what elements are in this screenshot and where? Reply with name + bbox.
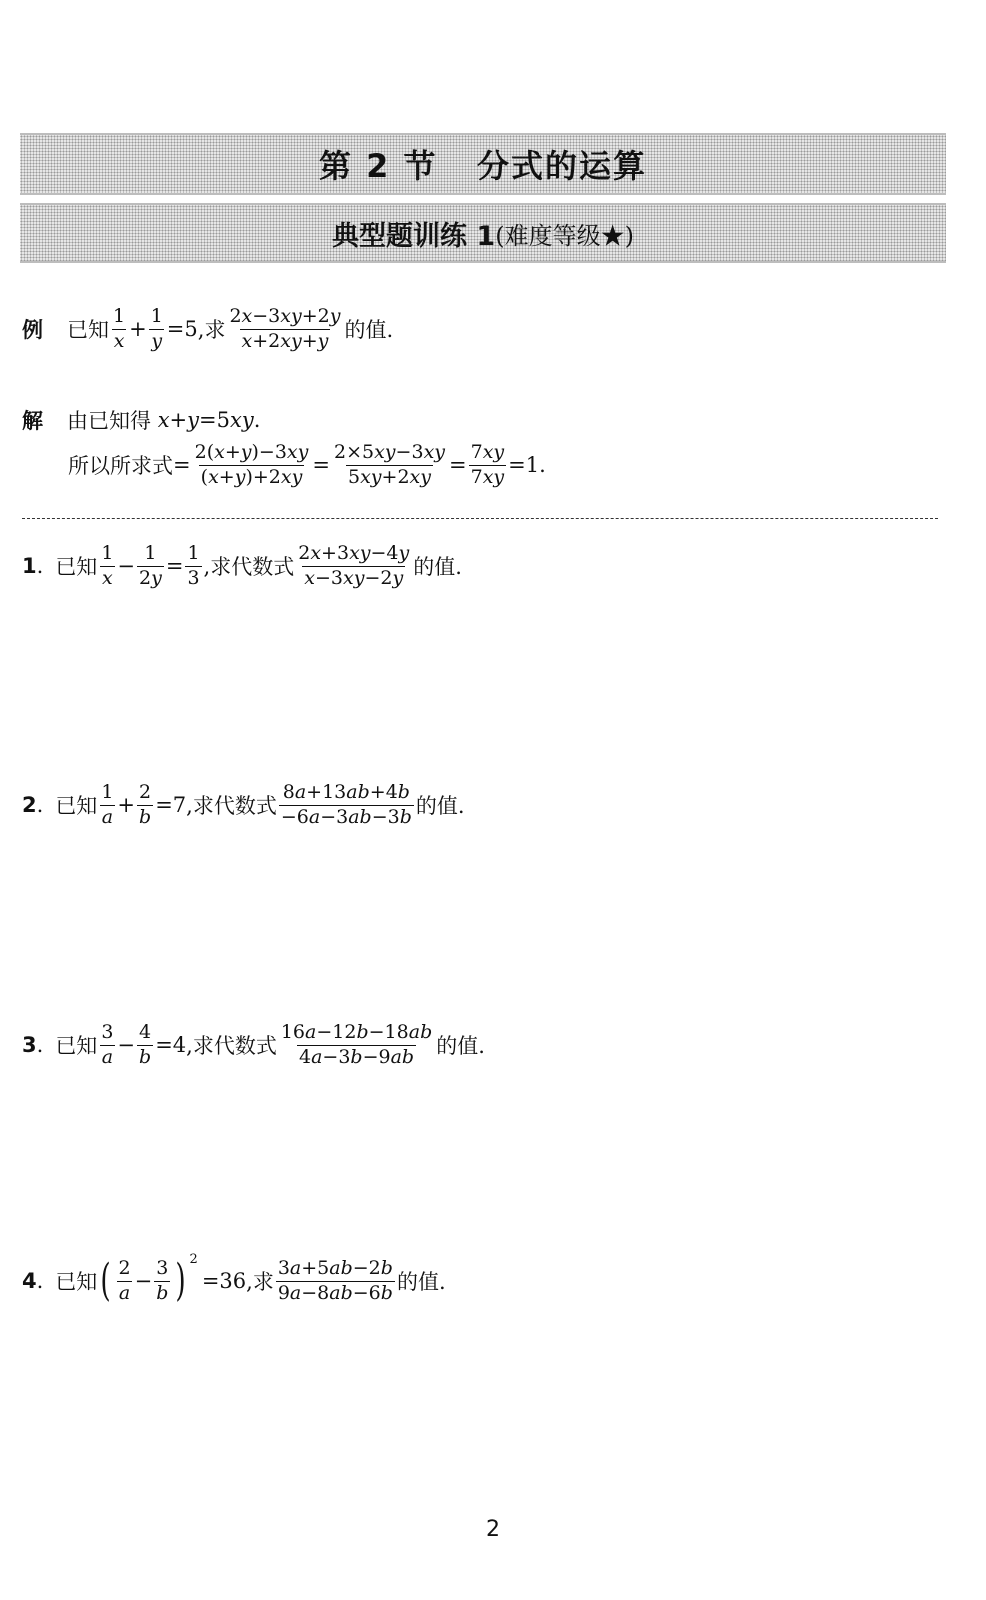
exercise-4: 4 . 已知 ( $\frac{2}{a}$ − $\frac{3}{b}$ ) 2 =36 ,求 $\frac{3a+5ab-2b}{9a-8ab-6b}$ 的值. <box>22 1252 446 1307</box>
solution-line-1: 解 由已知得 x+y=5xy. <box>22 405 260 435</box>
example-text-mid: ,求 <box>197 318 226 343</box>
fraction: $\frac{1}{3}$ <box>187 542 200 589</box>
exercise-text-end: 的值. <box>436 1034 485 1059</box>
exercise-2: 2 . 已知 $\frac{1}{a}$ + $\frac{2}{b}$ =7 ,求代数式 $\frac{8a+13ab+4b}{-6a-3ab-3b}$ 的值. <box>22 781 465 828</box>
fraction: $\frac{2}{a}$ <box>118 1257 131 1304</box>
dashed-divider <box>22 518 938 519</box>
fraction: $\frac{2x+3xy-4y}{x-3xy-2y}$ <box>298 542 410 589</box>
example-problem: 例 已知 $\frac{1}{x}$ + $\frac{1}{y}$ =5 ,求 $\frac{2x-3xy+2y}{x+2xy+y}$ 的值. <box>22 305 394 352</box>
exercise-given: 已知 <box>55 1270 98 1295</box>
exercise-text-mid: ,求代数式 <box>186 794 277 819</box>
exercise-given: 已知 <box>55 794 98 819</box>
fraction: $\frac{4}{b}$ <box>139 1021 152 1068</box>
exercise-text-end: 的值. <box>413 555 462 580</box>
page-number: 2 <box>486 1517 500 1542</box>
difficulty-note: (难度等级★) <box>495 221 634 250</box>
fraction: $\frac{1}{x}$ <box>101 542 114 589</box>
exercise-text-mid: ,求代数式 <box>186 1034 277 1059</box>
fraction: $\frac{16a-12b-18ab}{4a-3b-9ab}$ <box>280 1021 433 1068</box>
section-title: 第 2 节 分式的运算 <box>319 147 647 185</box>
exercise-number: 2 <box>22 793 37 818</box>
solution-label: 解 <box>22 409 43 433</box>
fraction: $\frac{7xy}{7xy}$ <box>470 441 505 488</box>
example-text-end: 的值. <box>344 318 394 343</box>
exercise-given: 已知 <box>55 1034 98 1059</box>
fraction: $\frac{2(x+y)-3xy}{(x+y)+2xy}$ <box>194 441 309 488</box>
exercise-text-mid: ,求 <box>246 1270 274 1295</box>
fraction: $\frac{3}{b}$ <box>156 1257 169 1304</box>
solution-prefix: 所以所求式 <box>68 454 173 479</box>
exercise-text-mid: ,求代数式 <box>203 555 295 580</box>
solution-line-2: 所以所求式 = $\frac{2(x+y)-3xy}{(x+y)+2xy}$ = $\frac{2\times 5xy-3xy}{5xy+2xy}$ = $\frac{7xy}{7xy}$ =1. <box>68 441 546 488</box>
fraction: $\frac{1}{a}$ <box>101 781 114 828</box>
solution-text: 由已知得 <box>67 409 151 433</box>
example-label: 例 <box>22 318 43 343</box>
fraction: $\frac{1}{2y}$ <box>139 542 162 589</box>
fraction: $\frac{1}{x}$ <box>113 305 126 352</box>
example-given: 已知 <box>67 318 109 343</box>
exercise-number: 1 <box>22 554 37 579</box>
fraction: $\frac{2\times 5xy-3xy}{5xy+2xy}$ <box>333 441 446 488</box>
fraction: $\frac{1}{y}$ <box>150 305 163 352</box>
exercise-number: 4 <box>22 1269 37 1294</box>
exercise-text-end: 的值. <box>396 1270 446 1295</box>
exercise-1: 1 . 已知 $\frac{1}{x}$ − $\frac{1}{2y}$ = $\frac{1}{3}$ ,求代数式 $\frac{2x+3xy-4y}{x-3xy-2y}$ 的值. <box>22 542 462 589</box>
exercise-text-end: 的值. <box>415 794 465 819</box>
fraction: $\frac{2}{b}$ <box>139 781 152 828</box>
exercise-3: 3 . 已知 $\frac{3}{a}$ − $\frac{4}{b}$ =4 ,求代数式 $\frac{16a-12b-18ab}{4a-3b-9ab}$ 的值. <box>22 1021 485 1068</box>
subsection-title: 典型题训练 1 <box>332 220 496 252</box>
fraction: $\frac{2x-3xy+2y}{x+2xy+y}$ <box>229 305 341 352</box>
fraction: $\frac{3}{a}$ <box>101 1021 114 1068</box>
section-banner <box>20 133 946 195</box>
exercise-number: 3 <box>22 1033 37 1058</box>
subsection-banner <box>20 203 946 263</box>
exercise-given: 已知 <box>55 555 98 580</box>
fraction: $\frac{8a+13ab+4b}{-6a-3ab-3b}$ <box>280 781 412 828</box>
fraction: $\frac{3a+5ab-2b}{9a-8ab-6b}$ <box>277 1257 393 1304</box>
